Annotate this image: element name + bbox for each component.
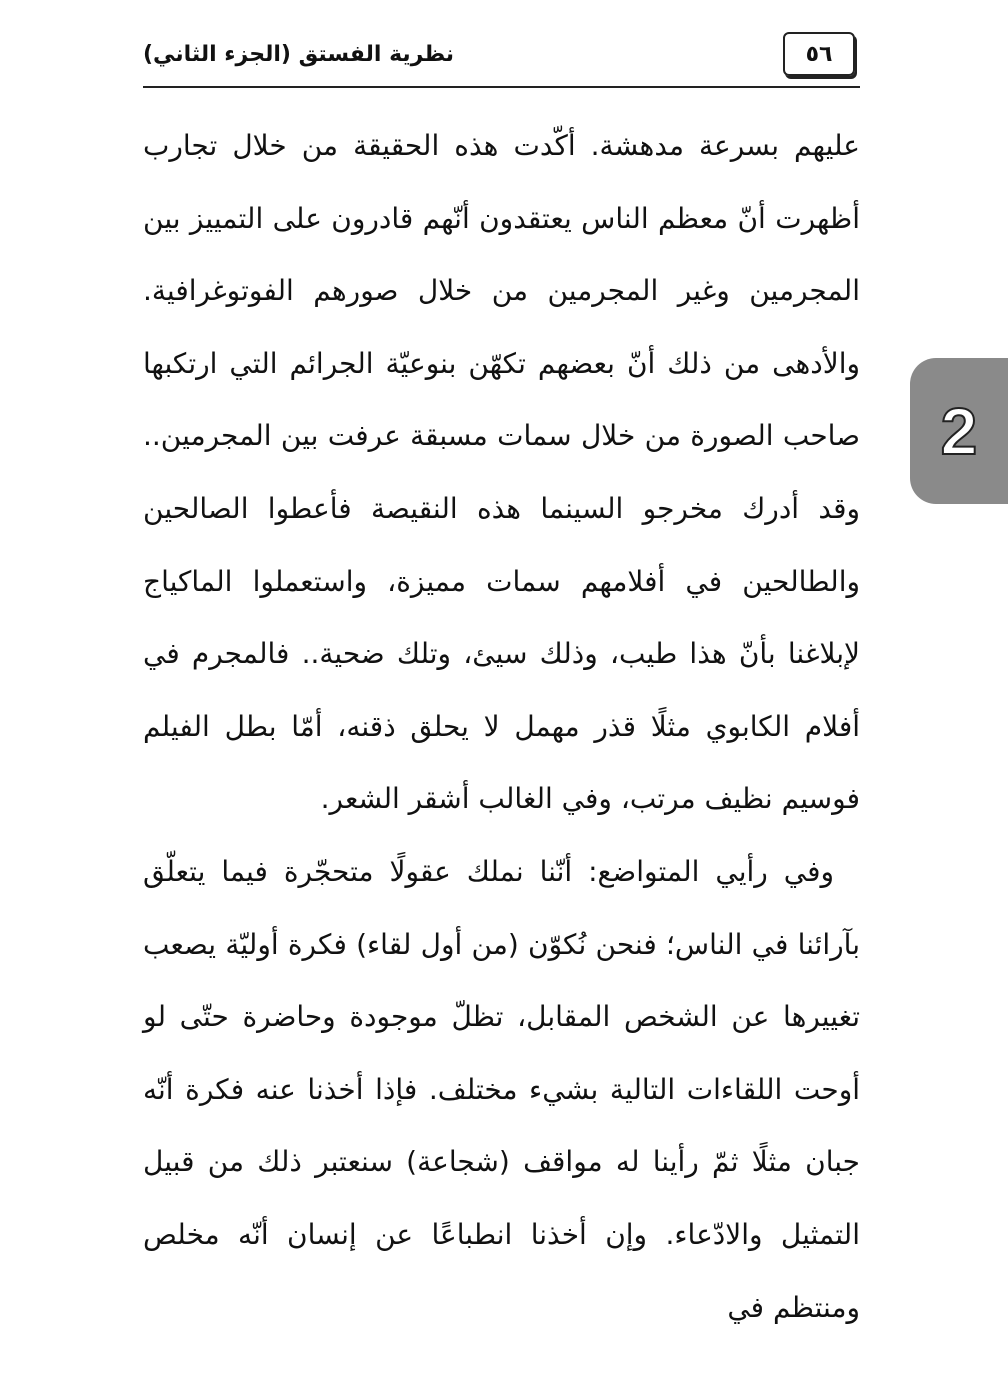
page-header xyxy=(143,28,860,88)
page-number: ٥٦ xyxy=(783,32,855,76)
body-paragraph-1: عليهم بسرعة مدهشة. أكّدت هذه الحقيقة من خلال تجارب أظهرت أنّ معظم الناس يعتقدون أنّهم قادرون على التمييز بين المجرمين وغير المجرمين من خلال صورهم الفوتوغرافية. والأدهى من ذلك أنّ بعضهم تكهّن بنوعيّة الجرائم التي ارتكبها صاحب الصورة من خلال سمات مسبقة عرفت بين المجرمين.. وقد أدرك مخرجو السينما هذه النقيصة فأعطوا الصالحين والطالحين في أفلامهم سمات مميزة، واستعملوا الماكياج لإبلاغنا بأنّ هذا طيب، وذلك سيئ، وتلك ضحية.. فالمجرم في أفلام الكابوي مثلًا قذر مهمل لا يحلق ذقنه، أمّا بطل الفيلم فوسيم نظيف مرتب، وفي الغالب أشقر الشعر. xyxy=(143,129,860,816)
body-paragraph-2: وفي رأيي المتواضع: أنّنا نملك عقولًا متحجّرة فيما يتعلّق بآرائنا في الناس؛ فنحن نُكوّن (من أول لقاء) فكرة أوليّة يصعب تغييرها عن الشخص المقابل، تظلّ موجودة وحاضرة حتّى لو أوحت اللقاءات التالية بشيء مختلف. فإذا أخذنا عنه فكرة أنّه جبان مثلًا ثمّ رأينا له مواقف (شجاعة) سنعتبر ذلك من قبيل التمثيل والادّعاء. وإن أخذنا انطباعًا عن إنسان أنّه مخلص ومنتظم في xyxy=(143,855,860,1324)
chapter-tab xyxy=(910,358,1008,504)
chapter-number: 2 xyxy=(940,394,978,468)
book-title: نظرية الفستق (الجزء الثاني) xyxy=(143,42,455,67)
